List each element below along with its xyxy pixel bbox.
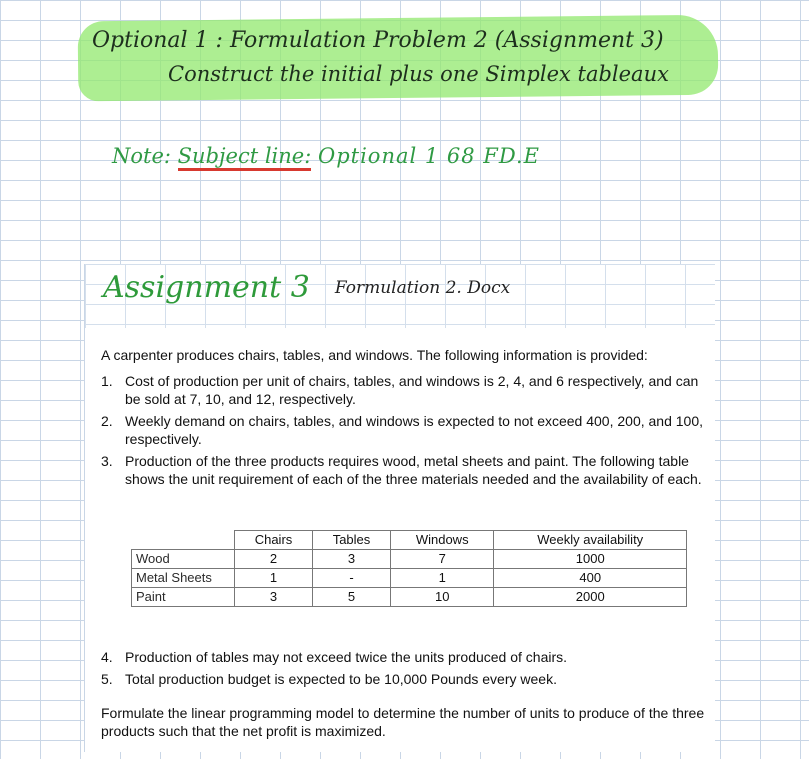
table-row [132, 550, 687, 569]
table-cell: 1 [391, 569, 494, 588]
table-header-cell: Chairs [235, 531, 313, 550]
list-item-text: Production of tables may not exceed twice the units produced of chairs. [125, 649, 568, 665]
table-row-label: Paint [132, 588, 235, 607]
table-row [132, 569, 687, 588]
list-item-number: 3. [101, 453, 113, 469]
table-cell: 5 [313, 588, 391, 607]
table-cell: - [313, 569, 391, 588]
assignment-header [103, 270, 510, 305]
handwritten-instruction-line: Construct the initial plus one Simplex tableaux [168, 62, 669, 86]
table-row-label: Metal Sheets [132, 569, 235, 588]
list-item-text: Production of the three products requires wood, metal sheets and paint. The following table shows the unit requirement of each of the three materials needed and the availability of each. [125, 453, 702, 487]
table-row-label: Wood [132, 550, 235, 569]
constraints-list [101, 648, 711, 692]
assignment-title: Assignment 3 [103, 270, 310, 305]
document-body [85, 328, 715, 752]
closing-instruction: Formulate the linear programming model to determine the number of units to produce of the three products such that the net profit is maximized. [101, 705, 705, 739]
list-item [101, 670, 711, 688]
table-cell: 1 [235, 569, 313, 588]
table-header-cell: Windows [391, 531, 494, 550]
list-item-text: Weekly demand on chairs, tables, and windows is expected to not exceed 400, 200, and 100, respectively. [125, 413, 703, 447]
table-cell: 2 [235, 550, 313, 569]
table-cell: 1000 [494, 550, 687, 569]
table-row [132, 588, 687, 607]
table-cell: 2000 [494, 588, 687, 607]
table-header-cell: Weekly availability [494, 531, 687, 550]
list-item [101, 412, 711, 448]
list-item [101, 372, 711, 408]
list-item [101, 452, 711, 488]
requirements-list [101, 372, 711, 492]
list-item-text: Cost of production per unit of chairs, tables, and windows is 2, 4, and 6 respectively, and can be sold at 7, 10, and 12, respectively. [125, 373, 699, 407]
list-item-number: 4. [101, 649, 113, 665]
table-header-row [132, 531, 687, 550]
note-label: Note: [112, 144, 171, 168]
list-item-number: 2. [101, 413, 113, 429]
assignment-document-card [84, 264, 715, 752]
list-item-number: 5. [101, 671, 113, 687]
intro-text: A carpenter produces chairs, tables, and windows. The following information is provided: [101, 347, 648, 363]
material-requirements-table [131, 530, 687, 607]
handwritten-note [112, 144, 540, 168]
table-cell: 3 [313, 550, 391, 569]
table-cell: 400 [494, 569, 687, 588]
table-cell: 7 [391, 550, 494, 569]
table-cell: 3 [235, 588, 313, 607]
table-header-cell: Tables [313, 531, 391, 550]
list-item-text: Total production budget is expected to be 10,000 Pounds every week. [125, 671, 557, 687]
assignment-file-name: Formulation 2. Docx [334, 277, 511, 298]
note-subject-value: Optional 1 68 FD.E [317, 144, 540, 168]
list-item-number: 1. [101, 373, 113, 389]
table-corner [132, 531, 235, 550]
list-item [101, 648, 711, 666]
table-cell: 10 [391, 588, 494, 607]
note-subject-label: Subject line: [178, 144, 312, 171]
handwritten-title-line: Optional 1 : Formulation Problem 2 (Assignment 3) [92, 28, 664, 53]
